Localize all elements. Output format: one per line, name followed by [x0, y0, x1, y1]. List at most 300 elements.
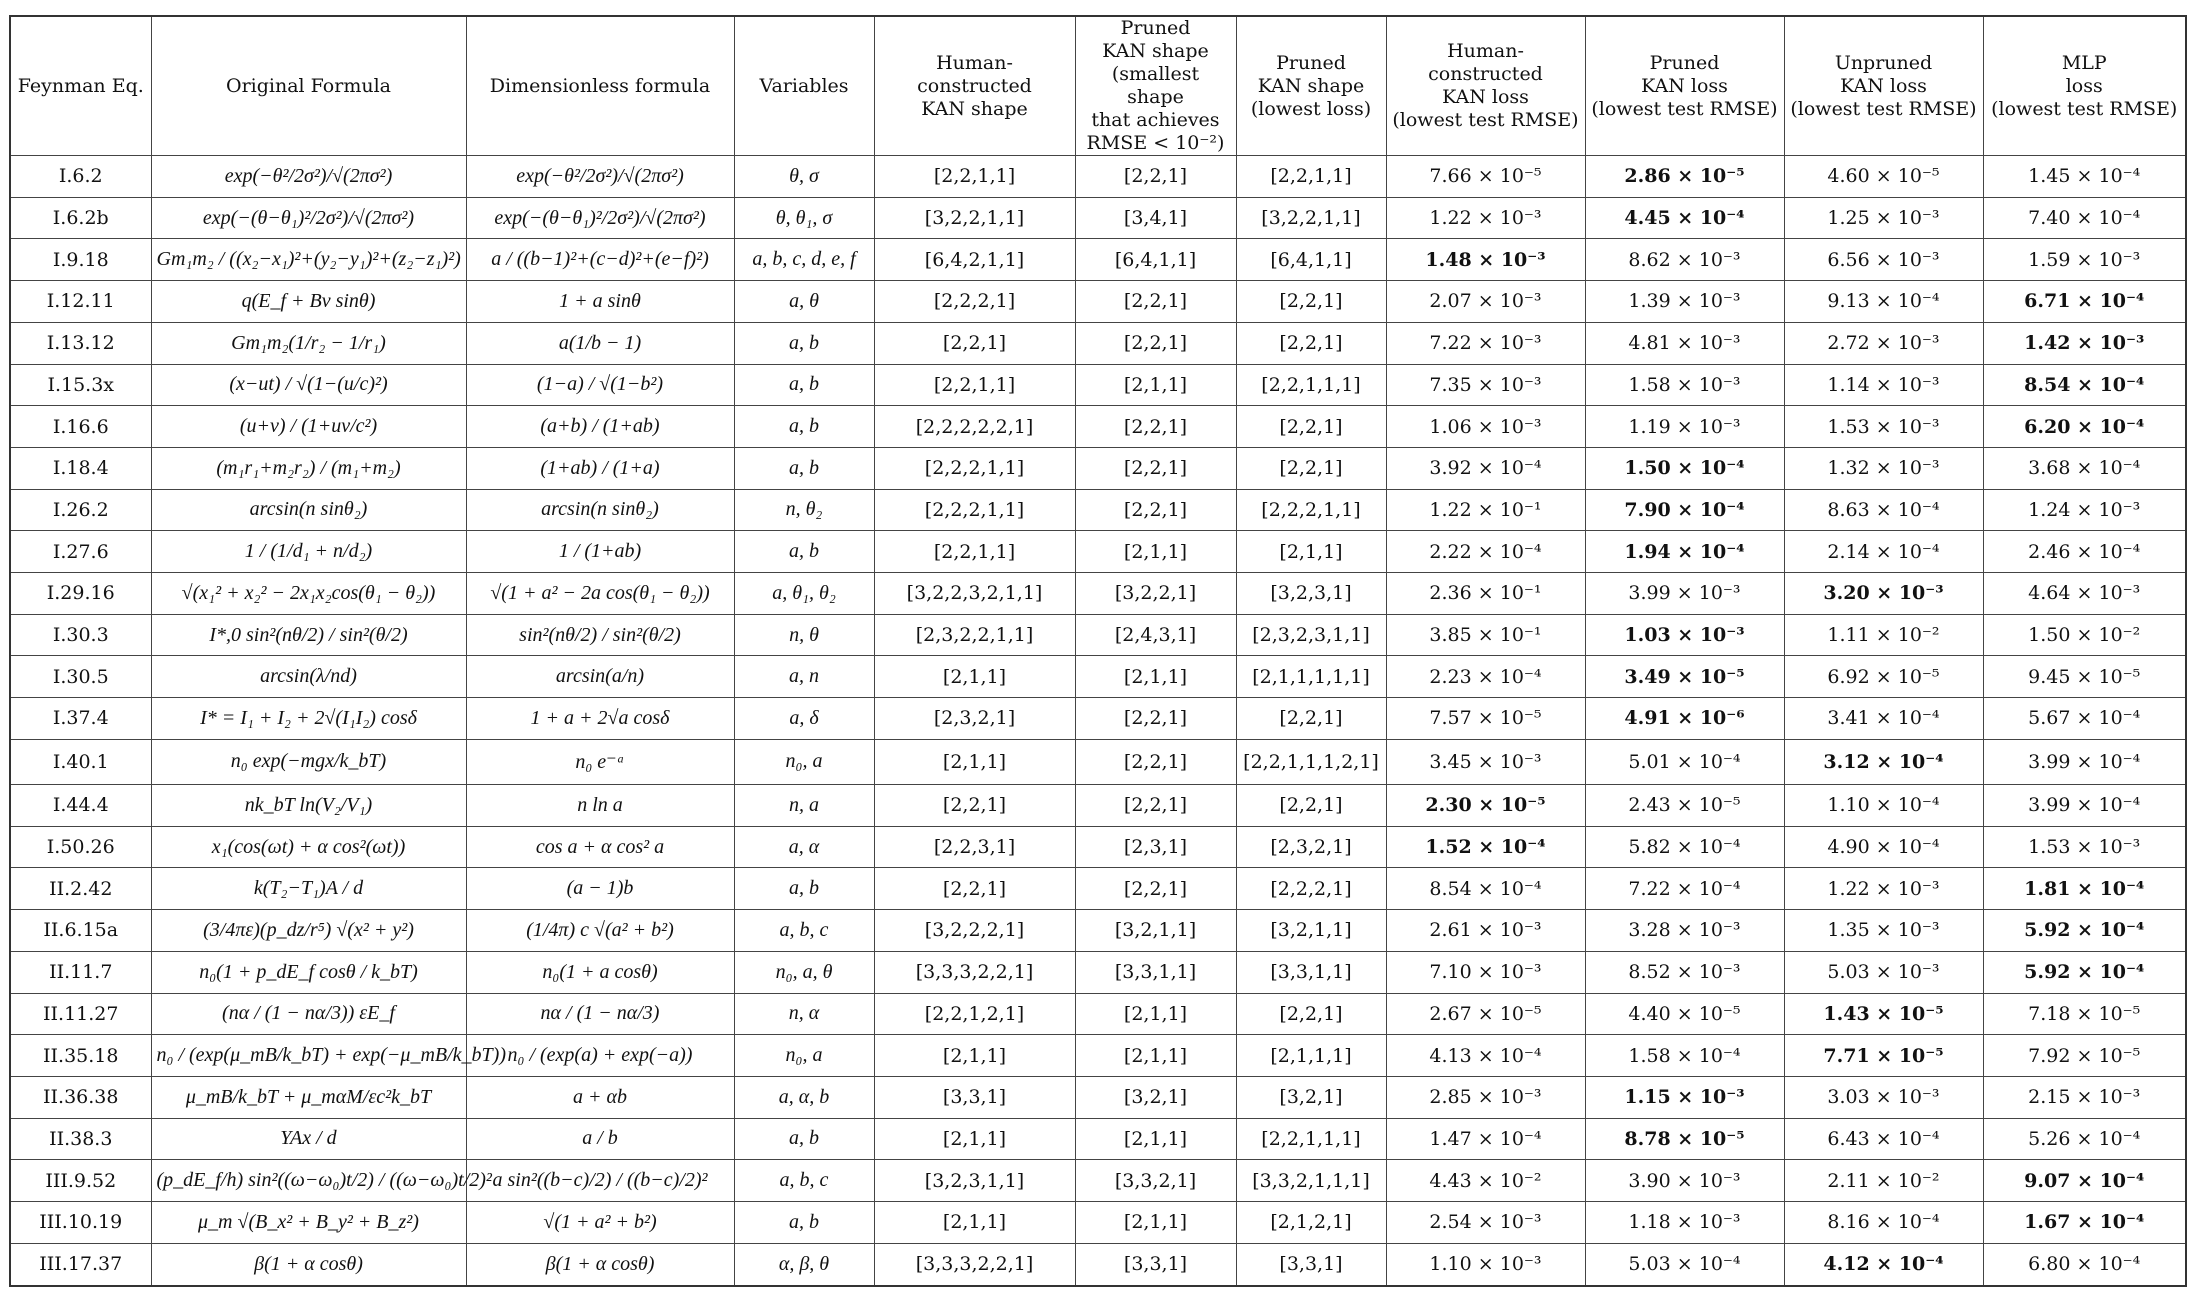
human-kan-loss-cell: 8.54 × 10⁻⁴ [1386, 868, 1585, 910]
human-kan-loss-cell: 7.10 × 10⁻³ [1386, 951, 1585, 993]
variables-cell: a, α, b [734, 1076, 874, 1118]
original-formula-cell: nk_bT ln(V₂/V₁) [151, 785, 466, 827]
table-row [10, 322, 2186, 364]
unpruned-kan-loss-cell: 9.13 × 10⁻⁴ [1784, 281, 1983, 323]
human-kan-loss-cell: 2.22 × 10⁻⁴ [1386, 531, 1585, 573]
unpruned-kan-loss-cell: 1.53 × 10⁻³ [1784, 406, 1983, 448]
feynman-eq-cell: II.2.42 [10, 868, 151, 910]
pruned-smallest-shape-cell: [2,2,1] [1075, 489, 1236, 531]
pruned-kan-loss-cell: 8.52 × 10⁻³ [1585, 951, 1784, 993]
human-kan-shape-cell: [2,1,1] [874, 1035, 1075, 1077]
pruned-kan-loss-cell: 4.81 × 10⁻³ [1585, 322, 1784, 364]
human-kan-shape-cell: [3,2,2,2,1] [874, 910, 1075, 952]
pruned-kan-loss-cell: 1.19 × 10⁻³ [1585, 406, 1784, 448]
pruned-smallest-shape-cell: [2,2,1] [1075, 785, 1236, 827]
table-row [10, 281, 2186, 323]
pruned-smallest-shape-cell: [3,2,1] [1075, 1076, 1236, 1118]
column-header: Pruned KAN shape (smallest shape that achieves RMSE < 10⁻²) [1075, 16, 1236, 156]
original-formula-cell: YAx / d [151, 1118, 466, 1160]
column-header: Original Formula [151, 16, 466, 156]
variables-cell: a, α [734, 826, 874, 868]
pruned-kan-loss-cell: 3.28 × 10⁻³ [1585, 910, 1784, 952]
table-row [10, 406, 2186, 448]
unpruned-kan-loss-cell: 4.60 × 10⁻⁵ [1784, 156, 1983, 198]
original-formula-cell: exp(−θ²/2σ²)/√(2πσ²) [151, 156, 466, 198]
variables-cell: n, θ [734, 614, 874, 656]
original-formula-cell: (x−ut) / √(1−(u/c)²) [151, 364, 466, 406]
unpruned-kan-loss-cell: 2.14 × 10⁻⁴ [1784, 531, 1983, 573]
feynman-eq-cell: II.11.7 [10, 951, 151, 993]
original-formula-cell: √(x₁² + x₂² − 2x₁x₂cos(θ₁ − θ₂)) [151, 573, 466, 615]
table-row [10, 1202, 2186, 1244]
column-header: Pruned KAN shape (lowest loss) [1236, 16, 1386, 156]
dimensionless-formula-cell: 1 + a sinθ [466, 281, 734, 323]
dimensionless-formula-cell: n₀ / (exp(a) + exp(−a)) [466, 1035, 734, 1077]
feynman-eq-cell: I.40.1 [10, 739, 151, 784]
pruned-kan-loss-cell: 1.03 × 10⁻³ [1585, 614, 1784, 656]
pruned-kan-loss-cell: 1.94 × 10⁻⁴ [1585, 531, 1784, 573]
human-kan-loss-cell: 1.48 × 10⁻³ [1386, 239, 1585, 281]
variables-cell: a, b [734, 364, 874, 406]
results-table-container [9, 15, 2185, 1287]
mlp-loss-cell: 6.71 × 10⁻⁴ [1983, 281, 2186, 323]
pruned-smallest-shape-cell: [2,1,1] [1075, 364, 1236, 406]
column-header: Variables [734, 16, 874, 156]
mlp-loss-cell: 6.20 × 10⁻⁴ [1983, 406, 2186, 448]
human-kan-loss-cell: 4.43 × 10⁻² [1386, 1160, 1585, 1202]
column-header: Dimensionless formula [466, 16, 734, 156]
pruned-lowest-shape-cell: [2,1,2,1] [1236, 1202, 1386, 1244]
pruned-kan-loss-cell: 2.43 × 10⁻⁵ [1585, 785, 1784, 827]
feynman-eq-cell: I.26.2 [10, 489, 151, 531]
mlp-loss-cell: 5.92 × 10⁻⁴ [1983, 910, 2186, 952]
feynman-eq-cell: II.38.3 [10, 1118, 151, 1160]
table-row [10, 239, 2186, 281]
pruned-lowest-shape-cell: [2,3,2,1] [1236, 826, 1386, 868]
human-kan-shape-cell: [3,2,2,3,2,1,1] [874, 573, 1075, 615]
variables-cell: n₀, a [734, 739, 874, 784]
unpruned-kan-loss-cell: 1.10 × 10⁻⁴ [1784, 785, 1983, 827]
human-kan-shape-cell: [2,2,1,1] [874, 156, 1075, 198]
variables-cell: n₀, a [734, 1035, 874, 1077]
human-kan-shape-cell: [2,1,1] [874, 1202, 1075, 1244]
table-row [10, 1035, 2186, 1077]
dimensionless-formula-cell: cos a + α cos² a [466, 826, 734, 868]
original-formula-cell: exp(−(θ−θ₁)²/2σ²)/√(2πσ²) [151, 197, 466, 239]
mlp-loss-cell: 3.68 × 10⁻⁴ [1983, 447, 2186, 489]
mlp-loss-cell: 6.80 × 10⁻⁴ [1983, 1243, 2186, 1286]
pruned-smallest-shape-cell: [2,1,1] [1075, 1118, 1236, 1160]
dimensionless-formula-cell: a / ((b−1)²+(c−d)²+(e−f)²) [466, 239, 734, 281]
variables-cell: n, α [734, 993, 874, 1035]
pruned-lowest-shape-cell: [2,2,1] [1236, 322, 1386, 364]
original-formula-cell: (nα / (1 − nα/3)) εE_f [151, 993, 466, 1035]
dimensionless-formula-cell: (1−a) / √(1−b²) [466, 364, 734, 406]
original-formula-cell: n₀(1 + p_dE_f cosθ / k_bT) [151, 951, 466, 993]
human-kan-shape-cell: [3,3,3,2,2,1] [874, 1243, 1075, 1286]
original-formula-cell: Gm₁m₂ / ((x₂−x₁)²+(y₂−y₁)²+(z₂−z₁)²) [151, 239, 466, 281]
feynman-eq-cell: I.13.12 [10, 322, 151, 364]
human-kan-loss-cell: 7.66 × 10⁻⁵ [1386, 156, 1585, 198]
dimensionless-formula-cell: (1/4π) c √(a² + b²) [466, 910, 734, 952]
pruned-lowest-shape-cell: [2,1,1] [1236, 531, 1386, 573]
pruned-smallest-shape-cell: [3,3,1] [1075, 1243, 1236, 1286]
column-header: Pruned KAN loss (lowest test RMSE) [1585, 16, 1784, 156]
dimensionless-formula-cell: exp(−θ²/2σ²)/√(2πσ²) [466, 156, 734, 198]
feynman-eq-cell: I.27.6 [10, 531, 151, 573]
human-kan-shape-cell: [2,2,1,1] [874, 531, 1075, 573]
pruned-smallest-shape-cell: [2,3,1] [1075, 826, 1236, 868]
mlp-loss-cell: 1.42 × 10⁻³ [1983, 322, 2186, 364]
pruned-kan-loss-cell: 3.90 × 10⁻³ [1585, 1160, 1784, 1202]
pruned-kan-loss-cell: 2.86 × 10⁻⁵ [1585, 156, 1784, 198]
human-kan-loss-cell: 7.35 × 10⁻³ [1386, 364, 1585, 406]
human-kan-shape-cell: [2,2,2,2,2,1] [874, 406, 1075, 448]
feynman-eq-cell: II.35.18 [10, 1035, 151, 1077]
variables-cell: θ, σ [734, 156, 874, 198]
feynman-eq-cell: I.9.18 [10, 239, 151, 281]
variables-cell: a, b, c, d, e, f [734, 239, 874, 281]
mlp-loss-cell: 4.64 × 10⁻³ [1983, 573, 2186, 615]
unpruned-kan-loss-cell: 6.56 × 10⁻³ [1784, 239, 1983, 281]
dimensionless-formula-cell: exp(−(θ−θ₁)²/2σ²)/√(2πσ²) [466, 197, 734, 239]
pruned-lowest-shape-cell: [2,2,1] [1236, 785, 1386, 827]
mlp-loss-cell: 3.99 × 10⁻⁴ [1983, 785, 2186, 827]
pruned-kan-loss-cell: 5.82 × 10⁻⁴ [1585, 826, 1784, 868]
variables-cell: θ, θ₁, σ [734, 197, 874, 239]
human-kan-shape-cell: [3,3,1] [874, 1076, 1075, 1118]
dimensionless-formula-cell: arcsin(a/n) [466, 656, 734, 698]
mlp-loss-cell: 1.24 × 10⁻³ [1983, 489, 2186, 531]
feynman-eq-cell: II.11.27 [10, 993, 151, 1035]
pruned-smallest-shape-cell: [2,4,3,1] [1075, 614, 1236, 656]
mlp-loss-cell: 7.18 × 10⁻⁵ [1983, 993, 2186, 1035]
pruned-smallest-shape-cell: [2,2,1] [1075, 739, 1236, 784]
feynman-eq-cell: I.18.4 [10, 447, 151, 489]
human-kan-loss-cell: 3.92 × 10⁻⁴ [1386, 447, 1585, 489]
dimensionless-formula-cell: a sin²((b−c)/2) / ((b−c)/2)² [466, 1160, 734, 1202]
dimensionless-formula-cell: a / b [466, 1118, 734, 1160]
pruned-kan-loss-cell: 4.40 × 10⁻⁵ [1585, 993, 1784, 1035]
mlp-loss-cell: 1.53 × 10⁻³ [1983, 826, 2186, 868]
human-kan-loss-cell: 1.06 × 10⁻³ [1386, 406, 1585, 448]
pruned-lowest-shape-cell: [2,2,1] [1236, 698, 1386, 740]
pruned-smallest-shape-cell: [2,2,1] [1075, 281, 1236, 323]
pruned-smallest-shape-cell: [2,2,1] [1075, 868, 1236, 910]
variables-cell: a, δ [734, 698, 874, 740]
dimensionless-formula-cell: n ln a [466, 785, 734, 827]
variables-cell: n, θ₂ [734, 489, 874, 531]
mlp-loss-cell: 7.92 × 10⁻⁵ [1983, 1035, 2186, 1077]
feynman-eq-cell: II.36.38 [10, 1076, 151, 1118]
human-kan-shape-cell: [2,1,1] [874, 656, 1075, 698]
pruned-kan-loss-cell: 5.01 × 10⁻⁴ [1585, 739, 1784, 784]
pruned-kan-loss-cell: 5.03 × 10⁻⁴ [1585, 1243, 1784, 1286]
feynman-eq-cell: I.30.3 [10, 614, 151, 656]
column-header: Unpruned KAN loss (lowest test RMSE) [1784, 16, 1983, 156]
pruned-smallest-shape-cell: [3,3,2,1] [1075, 1160, 1236, 1202]
variables-cell: a, b [734, 1202, 874, 1244]
human-kan-shape-cell: [2,1,1] [874, 739, 1075, 784]
variables-cell: a, n [734, 656, 874, 698]
original-formula-cell: I*,0 sin²(nθ/2) / sin²(θ/2) [151, 614, 466, 656]
pruned-lowest-shape-cell: [2,2,1] [1236, 447, 1386, 489]
original-formula-cell: μ_mB/k_bT + μ_mαM/εc²k_bT [151, 1076, 466, 1118]
feynman-eq-cell: III.9.52 [10, 1160, 151, 1202]
pruned-lowest-shape-cell: [2,2,2,1] [1236, 868, 1386, 910]
unpruned-kan-loss-cell: 8.63 × 10⁻⁴ [1784, 489, 1983, 531]
table-row [10, 1243, 2186, 1286]
variables-cell: a, θ₁, θ₂ [734, 573, 874, 615]
original-formula-cell: β(1 + α cosθ) [151, 1243, 466, 1286]
table-row [10, 489, 2186, 531]
original-formula-cell: (p_dE_f/h) sin²((ω−ω₀)t/2) / ((ω−ω₀)t/2)² [151, 1160, 466, 1202]
unpruned-kan-loss-cell: 1.11 × 10⁻² [1784, 614, 1983, 656]
table-row [10, 447, 2186, 489]
pruned-smallest-shape-cell: [2,2,1] [1075, 322, 1236, 364]
variables-cell: a, b [734, 322, 874, 364]
dimensionless-formula-cell: a + αb [466, 1076, 734, 1118]
dimensionless-formula-cell: √(1 + a² + b²) [466, 1202, 734, 1244]
pruned-lowest-shape-cell: [2,2,1] [1236, 281, 1386, 323]
pruned-lowest-shape-cell: [2,2,2,1,1] [1236, 489, 1386, 531]
human-kan-shape-cell: [2,2,1] [874, 868, 1075, 910]
column-header: Human-constructed KAN loss (lowest test RMSE) [1386, 16, 1585, 156]
mlp-loss-cell: 5.26 × 10⁻⁴ [1983, 1118, 2186, 1160]
mlp-loss-cell: 3.99 × 10⁻⁴ [1983, 739, 2186, 784]
dimensionless-formula-cell: n₀(1 + a cosθ) [466, 951, 734, 993]
variables-cell: a, b [734, 531, 874, 573]
mlp-loss-cell: 2.15 × 10⁻³ [1983, 1076, 2186, 1118]
pruned-kan-loss-cell: 8.78 × 10⁻⁵ [1585, 1118, 1784, 1160]
pruned-smallest-shape-cell: [2,2,1] [1075, 156, 1236, 198]
pruned-kan-loss-cell: 7.22 × 10⁻⁴ [1585, 868, 1784, 910]
human-kan-loss-cell: 2.67 × 10⁻⁵ [1386, 993, 1585, 1035]
pruned-lowest-shape-cell: [2,2,1,1,1] [1236, 364, 1386, 406]
unpruned-kan-loss-cell: 1.43 × 10⁻⁵ [1784, 993, 1983, 1035]
pruned-lowest-shape-cell: [2,2,1,1] [1236, 156, 1386, 198]
pruned-smallest-shape-cell: [2,1,1] [1075, 531, 1236, 573]
human-kan-shape-cell: [2,2,1] [874, 785, 1075, 827]
feynman-eq-cell: I.29.16 [10, 573, 151, 615]
unpruned-kan-loss-cell: 8.16 × 10⁻⁴ [1784, 1202, 1983, 1244]
pruned-smallest-shape-cell: [2,1,1] [1075, 656, 1236, 698]
pruned-kan-loss-cell: 1.58 × 10⁻⁴ [1585, 1035, 1784, 1077]
unpruned-kan-loss-cell: 5.03 × 10⁻³ [1784, 951, 1983, 993]
pruned-smallest-shape-cell: [3,2,1,1] [1075, 910, 1236, 952]
dimensionless-formula-cell: (1+ab) / (1+a) [466, 447, 734, 489]
dimensionless-formula-cell: nα / (1 − nα/3) [466, 993, 734, 1035]
dimensionless-formula-cell: arcsin(n sinθ₂) [466, 489, 734, 531]
human-kan-loss-cell: 3.85 × 10⁻¹ [1386, 614, 1585, 656]
variables-cell: α, β, θ [734, 1243, 874, 1286]
pruned-kan-loss-cell: 3.49 × 10⁻⁵ [1585, 656, 1784, 698]
pruned-kan-loss-cell: 7.90 × 10⁻⁴ [1585, 489, 1784, 531]
original-formula-cell: μ_m √(B_x² + B_y² + B_z²) [151, 1202, 466, 1244]
human-kan-loss-cell: 2.36 × 10⁻¹ [1386, 573, 1585, 615]
unpruned-kan-loss-cell: 1.32 × 10⁻³ [1784, 447, 1983, 489]
table-row [10, 1160, 2186, 1202]
original-formula-cell: (m₁r₁+m₂r₂) / (m₁+m₂) [151, 447, 466, 489]
dimensionless-formula-cell: sin²(nθ/2) / sin²(θ/2) [466, 614, 734, 656]
variables-cell: a, θ [734, 281, 874, 323]
feynman-eq-cell: III.10.19 [10, 1202, 151, 1244]
feynman-eq-cell: I.6.2b [10, 197, 151, 239]
feynman-eq-cell: I.12.11 [10, 281, 151, 323]
human-kan-shape-cell: [6,4,2,1,1] [874, 239, 1075, 281]
pruned-smallest-shape-cell: [2,1,1] [1075, 1202, 1236, 1244]
human-kan-shape-cell: [2,3,2,2,1,1] [874, 614, 1075, 656]
table-row [10, 910, 2186, 952]
table-row [10, 868, 2186, 910]
mlp-loss-cell: 8.54 × 10⁻⁴ [1983, 364, 2186, 406]
human-kan-shape-cell: [3,2,3,1,1] [874, 1160, 1075, 1202]
feynman-eq-cell: I.15.3x [10, 364, 151, 406]
pruned-lowest-shape-cell: [2,2,1,1,1] [1236, 1118, 1386, 1160]
human-kan-shape-cell: [2,3,2,1] [874, 698, 1075, 740]
mlp-loss-cell: 2.46 × 10⁻⁴ [1983, 531, 2186, 573]
original-formula-cell: x₁(cos(ωt) + α cos²(ωt)) [151, 826, 466, 868]
table-row [10, 197, 2186, 239]
table-row [10, 826, 2186, 868]
pruned-kan-loss-cell: 1.50 × 10⁻⁴ [1585, 447, 1784, 489]
unpruned-kan-loss-cell: 6.43 × 10⁻⁴ [1784, 1118, 1983, 1160]
variables-cell: a, b, c [734, 1160, 874, 1202]
table-row [10, 656, 2186, 698]
column-header: MLP loss (lowest test RMSE) [1983, 16, 2186, 156]
variables-cell: a, b [734, 868, 874, 910]
dimensionless-formula-cell: 1 / (1+ab) [466, 531, 734, 573]
unpruned-kan-loss-cell: 3.03 × 10⁻³ [1784, 1076, 1983, 1118]
unpruned-kan-loss-cell: 3.12 × 10⁻⁴ [1784, 739, 1983, 784]
pruned-kan-loss-cell: 4.45 × 10⁻⁴ [1585, 197, 1784, 239]
pruned-lowest-shape-cell: [3,2,1] [1236, 1076, 1386, 1118]
human-kan-loss-cell: 2.61 × 10⁻³ [1386, 910, 1585, 952]
pruned-lowest-shape-cell: [2,2,1] [1236, 993, 1386, 1035]
original-formula-cell: arcsin(n sinθ₂) [151, 489, 466, 531]
table-row [10, 614, 2186, 656]
dimensionless-formula-cell: β(1 + α cosθ) [466, 1243, 734, 1286]
pruned-kan-loss-cell: 1.15 × 10⁻³ [1585, 1076, 1784, 1118]
mlp-loss-cell: 1.81 × 10⁻⁴ [1983, 868, 2186, 910]
mlp-loss-cell: 7.40 × 10⁻⁴ [1983, 197, 2186, 239]
pruned-kan-loss-cell: 1.58 × 10⁻³ [1585, 364, 1784, 406]
human-kan-loss-cell: 1.22 × 10⁻¹ [1386, 489, 1585, 531]
feynman-eq-cell: I.37.4 [10, 698, 151, 740]
human-kan-shape-cell: [3,3,3,2,2,1] [874, 951, 1075, 993]
feynman-kan-results-table [9, 15, 2187, 1287]
pruned-lowest-shape-cell: [3,3,1,1] [1236, 951, 1386, 993]
unpruned-kan-loss-cell: 3.41 × 10⁻⁴ [1784, 698, 1983, 740]
pruned-kan-loss-cell: 1.18 × 10⁻³ [1585, 1202, 1784, 1244]
human-kan-shape-cell: [2,2,1,1] [874, 364, 1075, 406]
unpruned-kan-loss-cell: 1.35 × 10⁻³ [1784, 910, 1983, 952]
pruned-smallest-shape-cell: [2,2,1] [1075, 698, 1236, 740]
feynman-eq-cell: II.6.15a [10, 910, 151, 952]
pruned-smallest-shape-cell: [3,2,2,1] [1075, 573, 1236, 615]
header-row [10, 16, 2186, 156]
human-kan-shape-cell: [2,2,1] [874, 322, 1075, 364]
human-kan-loss-cell: 2.30 × 10⁻⁵ [1386, 785, 1585, 827]
pruned-kan-loss-cell: 3.99 × 10⁻³ [1585, 573, 1784, 615]
human-kan-shape-cell: [2,1,1] [874, 1118, 1075, 1160]
table-body [10, 156, 2186, 1287]
dimensionless-formula-cell: (a − 1)b [466, 868, 734, 910]
mlp-loss-cell: 1.59 × 10⁻³ [1983, 239, 2186, 281]
pruned-smallest-shape-cell: [2,2,1] [1075, 406, 1236, 448]
pruned-lowest-shape-cell: [2,2,1] [1236, 406, 1386, 448]
human-kan-shape-cell: [3,2,2,1,1] [874, 197, 1075, 239]
pruned-lowest-shape-cell: [3,2,2,1,1] [1236, 197, 1386, 239]
human-kan-shape-cell: [2,2,2,1,1] [874, 489, 1075, 531]
unpruned-kan-loss-cell: 2.72 × 10⁻³ [1784, 322, 1983, 364]
variables-cell: a, b [734, 1118, 874, 1160]
variables-cell: n, a [734, 785, 874, 827]
feynman-eq-cell: I.16.6 [10, 406, 151, 448]
feynman-eq-cell: III.17.37 [10, 1243, 151, 1286]
pruned-kan-loss-cell: 4.91 × 10⁻⁶ [1585, 698, 1784, 740]
unpruned-kan-loss-cell: 6.92 × 10⁻⁵ [1784, 656, 1983, 698]
table-row [10, 739, 2186, 784]
mlp-loss-cell: 5.92 × 10⁻⁴ [1983, 951, 2186, 993]
mlp-loss-cell: 5.67 × 10⁻⁴ [1983, 698, 2186, 740]
table-row [10, 993, 2186, 1035]
original-formula-cell: n₀ exp(−mgx/k_bT) [151, 739, 466, 784]
pruned-lowest-shape-cell: [3,3,2,1,1,1] [1236, 1160, 1386, 1202]
original-formula-cell: (u+v) / (1+uv/c²) [151, 406, 466, 448]
column-header: Feynman Eq. [10, 16, 151, 156]
table-row [10, 1076, 2186, 1118]
variables-cell: n₀, a, θ [734, 951, 874, 993]
unpruned-kan-loss-cell: 4.12 × 10⁻⁴ [1784, 1243, 1983, 1286]
human-kan-loss-cell: 7.57 × 10⁻⁵ [1386, 698, 1585, 740]
original-formula-cell: Gm₁m₂(1/r₂ − 1/r₁) [151, 322, 466, 364]
pruned-smallest-shape-cell: [2,1,1] [1075, 993, 1236, 1035]
original-formula-cell: q(E_f + Bv sinθ) [151, 281, 466, 323]
unpruned-kan-loss-cell: 4.90 × 10⁻⁴ [1784, 826, 1983, 868]
dimensionless-formula-cell: (a+b) / (1+ab) [466, 406, 734, 448]
feynman-eq-cell: I.6.2 [10, 156, 151, 198]
table-row [10, 573, 2186, 615]
pruned-lowest-shape-cell: [3,2,3,1] [1236, 573, 1386, 615]
human-kan-shape-cell: [2,2,2,1,1] [874, 447, 1075, 489]
pruned-lowest-shape-cell: [3,2,1,1] [1236, 910, 1386, 952]
human-kan-loss-cell: 2.07 × 10⁻³ [1386, 281, 1585, 323]
feynman-eq-cell: I.44.4 [10, 785, 151, 827]
pruned-kan-loss-cell: 1.39 × 10⁻³ [1585, 281, 1784, 323]
pruned-lowest-shape-cell: [2,1,1,1] [1236, 1035, 1386, 1077]
pruned-smallest-shape-cell: [3,4,1] [1075, 197, 1236, 239]
pruned-smallest-shape-cell: [2,2,1] [1075, 447, 1236, 489]
original-formula-cell: arcsin(λ/nd) [151, 656, 466, 698]
pruned-smallest-shape-cell: [6,4,1,1] [1075, 239, 1236, 281]
original-formula-cell: k(T₂−T₁)A / d [151, 868, 466, 910]
table-row [10, 531, 2186, 573]
unpruned-kan-loss-cell: 1.22 × 10⁻³ [1784, 868, 1983, 910]
human-kan-loss-cell: 1.22 × 10⁻³ [1386, 197, 1585, 239]
pruned-smallest-shape-cell: [3,3,1,1] [1075, 951, 1236, 993]
dimensionless-formula-cell: n₀ e⁻ᵃ [466, 739, 734, 784]
human-kan-shape-cell: [2,2,1,2,1] [874, 993, 1075, 1035]
human-kan-shape-cell: [2,2,2,1] [874, 281, 1075, 323]
mlp-loss-cell: 1.45 × 10⁻⁴ [1983, 156, 2186, 198]
table-row [10, 156, 2186, 198]
variables-cell: a, b [734, 447, 874, 489]
unpruned-kan-loss-cell: 7.71 × 10⁻⁵ [1784, 1035, 1983, 1077]
table-row [10, 951, 2186, 993]
dimensionless-formula-cell: 1 + a + 2√a cosδ [466, 698, 734, 740]
table-row [10, 1118, 2186, 1160]
